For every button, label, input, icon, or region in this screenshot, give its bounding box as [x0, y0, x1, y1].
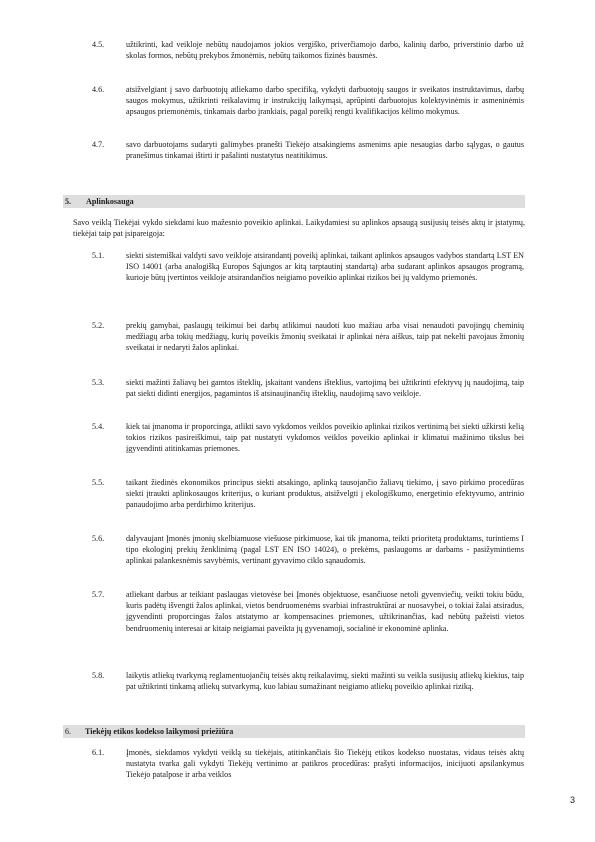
section-title: Aplinkosauga — [86, 197, 134, 206]
item-number: 5.6. — [92, 534, 105, 543]
item-text: atliekant darbus ar teikiant paslaugas vietovėse bei Įmonės objektuose, esančiuose netoli gyvenviečių, veikti tokiu būdu, kuris padėtų išvengti žalos aplinkai, vietos bendruomenėms svarbiai infrastruktūrai ar nuosavybei, o tokiai žalai atsiradus, įgyvendinti proporcingas žalos atstatymo ar kompensacines priemones, užtikrinančias, kad nebūtų pažeisti vietos bendruomenių interesai ar kitaip neigiamai paveikta jų gyvenamoji, socialinė ir ekonominė aplinka. — [126, 590, 524, 633]
section-number: 6. — [65, 727, 72, 736]
item-number: 4.7. — [92, 140, 105, 149]
item-text: siekti mažinti žaliavų bei gamtos išteklių, įskaitant vandens išteklius, vartojimą bei užtikrinti efektyvų jų naudojimą, taip pat siekti didinti energijos, pagamintos iš atsinaujinančių išteklių, naudojimą savo veikloje. — [126, 378, 524, 399]
section-number: 5. — [65, 197, 72, 206]
item-text: dalyvaujant Įmonės įmonių skelbiamuose viešuose pirkimuose, kai tik įmanoma, teikti prioritetą produktams, turintiems I tipo ekologinį prekių ženklinimą (pagal LST EN ISO 14024), o prekėms, paslaugoms ar darbams - pasižymintiems aplinkai palankesnėmis savybėmis, vertinant gyvavimo ciklo sąnaudomis. — [126, 534, 524, 566]
item-number: 5.4. — [92, 422, 105, 431]
item-number: 4.6. — [92, 85, 105, 94]
item-text: užtikrinti, kad veikloje nebūtų naudojamos jokios vergiško, priverčiamojo darbo, kalinių darbo, priverstinio darbo už skolas formos, nebūtų prekybos žmonėmis, nebūtų taikomos fizinės bausmės. — [126, 40, 524, 61]
item-text: prekių gamybai, paslaugų teikimui bei darbų atlikimui naudoti kuo mažiau arba visai nenaudoti pavojingų cheminių medžiagų arba tokių medžiagų, kurių poveikis žmonių sveikatai ir aplinkai nėra aiškus, taip pat nekelti pavojaus žmonių sveikatai ir nedaryti žalos aplinkai. — [126, 321, 524, 353]
item-text: savo darbuotojams sudaryti galimybes pranešti Tiekėjo atsakingiems asmenims apie nesaugias darbo sąlygas, o gautus pranešimus tinkamai ištirti ir pašalinti nustatytus neatitikimus. — [126, 140, 524, 161]
page-number: 3 — [570, 795, 576, 805]
item-number: 4.5. — [92, 40, 105, 49]
item-text: laikytis atliekų tvarkymą reglamentuojančių teisės aktų reikalavimų, siekti mažinti su veikla susijusių atliekų kiekius, taip pat užtikrinti tinkamą atliekų sutvarkymą, kuo labiau sumažinant neigiamo atliekų poveikio aplinkai riziką. — [126, 671, 524, 692]
section-heading-aplinkosauga — [63, 195, 525, 208]
item-number: 5.2. — [92, 321, 105, 330]
item-number: 6.1. — [92, 748, 105, 757]
item-number: 5.8. — [92, 671, 105, 680]
section-intro: Savo veiklą Tiekėjai vykdo siekdami kuo mažesnio poveikio aplinkai. Laikydamiesi su aplinkos apsaugą susijusių teisės aktų ir įstatymų, tiekėjai taip pat įsipareigoja: — [73, 218, 525, 239]
item-text: atsižvelgiant į savo darbuotojų atliekamo darbo specifiką, vykdyti darbuotojų saugos ir sveikatos instruktavimus, darbų saugos mokymus, užtikrinti reikalavimų ir instrukcijų laikymąsi, aprūpinti darbuotojus kolektyvinėmis ir asmeninėmis apsaugos priemonėmis, tinkamais darbo įrankiais, pagal poreikį rengti kvalifikacijos kėlimo mokymus. — [126, 85, 524, 117]
item-text: Įmonės, siekdamos vykdyti veiklą su tiekėjais, atitinkančiais šio Tiekėjų etikos kodekso nuostatas, vidaus teisės aktų nustatyta tvarka gali vykdyti Tiekėjų vertinimo ar patikros procedūras: prašyti informacijos, inicijuoti apsilankymus Tiekėjo patalpose ir arba veiklos — [126, 748, 524, 780]
item-number: 5.7. — [92, 590, 105, 599]
item-number: 5.3. — [92, 378, 105, 387]
item-text: siekti sistemiškai valdyti savo veikloje atsirandantį poveikį aplinkai, taikant aplinkos apsaugos vadybos standartą LST EN ISO 14001 (arba analogišką Europos Sąjungos ar kitą tarptautinį standartą) arba sudarant aplinkos apsaugos programą, kurioje būtų įvertintos veikloje atsirandančios neigiamo poveikio aplinkai rizikos bei jų valdymo priemonės. — [126, 251, 524, 283]
item-text: kiek tai įmanoma ir proporcinga, atlikti savo vykdomos veiklos poveikio aplinkai rizikos vertinimą bei siekti užkirsti kelią tokios rizikos pasireiškimui, taip pat nustatyti vykdomos veiklos poveikio aplinkai ir klimatui mažinimo tikslus bei įgyvendinti atitinkamas priemones. — [126, 422, 524, 454]
section-heading-priezura — [63, 725, 525, 738]
item-number: 5.5. — [92, 478, 105, 487]
item-text: taikant žiedinės ekonomikos principus siekti atsakingo, aplinką tausojančio žaliavų tiekimo, į savo pirkimo procedūras siekti įtraukti aplinkosaugos kriterijus, o kuriant produktus, atsižvelgti į ekologiškumo, energetinio efektyvumo, antrinio panaudojimo arba perdirbimo kriterijus. — [126, 478, 524, 510]
section-title: Tiekėjų etikos kodekso laikymosi priežiūra — [85, 727, 234, 736]
item-number: 5.1. — [92, 251, 105, 260]
